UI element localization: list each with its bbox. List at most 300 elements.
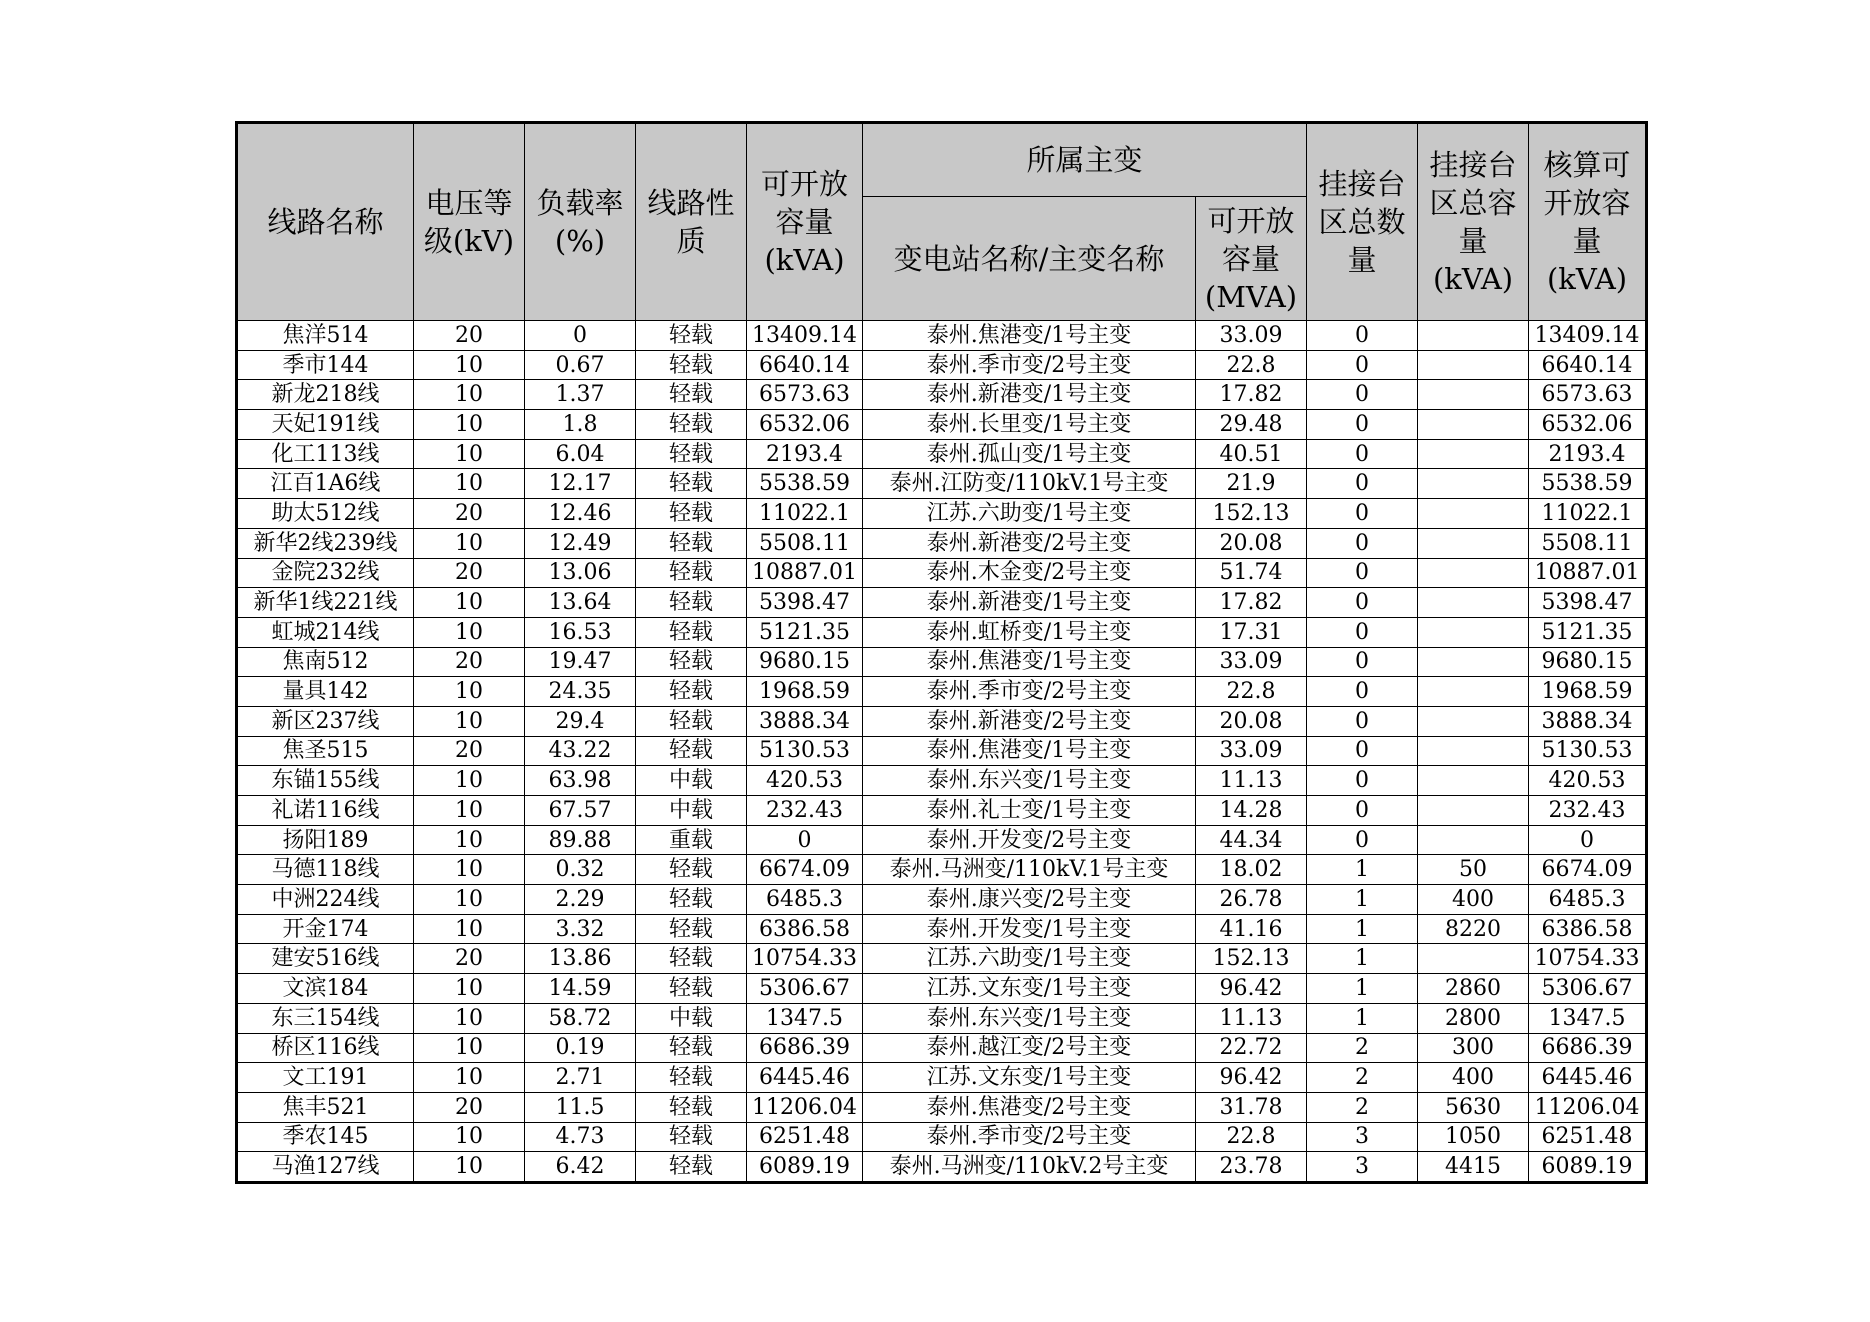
cell-open-capacity: 420.53: [747, 766, 863, 796]
cell-line-name: 化工113线: [237, 439, 414, 469]
cell-open-capacity: 3888.34: [747, 706, 863, 736]
cell-voltage: 10: [414, 855, 525, 885]
cell-station-capacity: [1418, 558, 1529, 588]
cell-line-name: 新华1线221线: [237, 588, 414, 618]
capacity-table: [235, 121, 1648, 1184]
cell-voltage: 10: [414, 350, 525, 380]
header-mt-open-capacity-l3: (MVA): [1204, 279, 1298, 314]
cell-station-count: 0: [1307, 558, 1418, 588]
cell-calc-open-capacity: 10754.33: [1529, 944, 1647, 974]
header-open-capacity-l3: (kVA): [764, 243, 845, 277]
cell-open-capacity: 13409.14: [747, 321, 863, 351]
cell-calc-open-capacity: 5508.11: [1529, 528, 1647, 558]
cell-substation-name: 江苏.六助变/1号主变: [863, 944, 1196, 974]
header-calc-open-capacity-l4: (kVA): [1546, 262, 1628, 296]
cell-open-capacity: 0: [747, 825, 863, 855]
cell-load-rate: 6.04: [525, 439, 636, 469]
cell-open-capacity: 5398.47: [747, 588, 863, 618]
cell-load-rate: 89.88: [525, 825, 636, 855]
cell-substation-name: 泰州.开发变/2号主变: [863, 825, 1196, 855]
cell-load-rate: 67.57: [525, 796, 636, 826]
cell-open-capacity: 5538.59: [747, 469, 863, 499]
cell-calc-open-capacity: 9680.15: [1529, 647, 1647, 677]
cell-station-count: 3: [1307, 1122, 1418, 1152]
table-row: [237, 1152, 1647, 1183]
cell-station-capacity: 4415: [1418, 1152, 1529, 1183]
cell-mt-open-capacity: 44.34: [1196, 825, 1307, 855]
cell-calc-open-capacity: 232.43: [1529, 796, 1647, 826]
cell-mt-open-capacity: 51.74: [1196, 558, 1307, 588]
cell-open-capacity: 6674.09: [747, 855, 863, 885]
cell-station-count: 0: [1307, 528, 1418, 558]
table-row: [237, 1003, 1647, 1033]
cell-line-name: 东三154线: [237, 1003, 414, 1033]
cell-load-rate: 43.22: [525, 736, 636, 766]
cell-station-capacity: 400: [1418, 1063, 1529, 1093]
cell-open-capacity: 11022.1: [747, 499, 863, 529]
cell-station-count: 0: [1307, 766, 1418, 796]
cell-calc-open-capacity: 6686.39: [1529, 1033, 1647, 1063]
cell-voltage: 10: [414, 469, 525, 499]
cell-mt-open-capacity: 14.28: [1196, 796, 1307, 826]
cell-load-rate: 19.47: [525, 647, 636, 677]
cell-line-name: 文工191: [237, 1063, 414, 1093]
cell-station-count: 1: [1307, 944, 1418, 974]
header-nature: [636, 123, 747, 321]
cell-calc-open-capacity: 6674.09: [1529, 855, 1647, 885]
cell-nature: 轻载: [636, 469, 747, 499]
cell-nature: 轻载: [636, 1152, 747, 1183]
cell-open-capacity: 6386.58: [747, 914, 863, 944]
cell-calc-open-capacity: 5398.47: [1529, 588, 1647, 618]
table-row: [237, 1122, 1647, 1152]
cell-voltage: 10: [414, 1122, 525, 1152]
cell-station-capacity: [1418, 350, 1529, 380]
table-body: [237, 321, 1647, 1183]
cell-load-rate: 2.29: [525, 885, 636, 915]
header-mt-open-capacity-l2: 容量: [1222, 241, 1281, 276]
cell-line-name: 助太512线: [237, 499, 414, 529]
cell-mt-open-capacity: 22.8: [1196, 350, 1307, 380]
cell-calc-open-capacity: 2193.4: [1529, 439, 1647, 469]
header-open-capacity-l2: 容量: [775, 205, 834, 239]
header-station-count-l2: 区总数: [1318, 205, 1406, 239]
cell-nature: 轻载: [636, 1063, 747, 1093]
cell-station-count: 0: [1307, 736, 1418, 766]
cell-substation-name: 泰州.马洲变/110kV.1号主变: [863, 855, 1196, 885]
cell-load-rate: 11.5: [525, 1092, 636, 1122]
cell-load-rate: 12.49: [525, 528, 636, 558]
table-row: [237, 944, 1647, 974]
cell-load-rate: 0.67: [525, 350, 636, 380]
cell-calc-open-capacity: 5538.59: [1529, 469, 1647, 499]
cell-voltage: 10: [414, 677, 525, 707]
table-row: [237, 321, 1647, 351]
header-station-count-l1: 挂接台: [1318, 167, 1406, 201]
cell-load-rate: 58.72: [525, 1003, 636, 1033]
cell-calc-open-capacity: 6445.46: [1529, 1063, 1647, 1093]
cell-nature: 轻载: [636, 677, 747, 707]
cell-nature: 轻载: [636, 321, 747, 351]
cell-substation-name: 泰州.东兴变/1号主变: [863, 1003, 1196, 1033]
cell-station-capacity: [1418, 588, 1529, 618]
cell-calc-open-capacity: 1347.5: [1529, 1003, 1647, 1033]
cell-calc-open-capacity: 11022.1: [1529, 499, 1647, 529]
cell-substation-name: 泰州.焦港变/2号主变: [863, 1092, 1196, 1122]
cell-load-rate: 1.37: [525, 380, 636, 410]
cell-calc-open-capacity: 3888.34: [1529, 706, 1647, 736]
cell-nature: 中载: [636, 796, 747, 826]
header-calc-open-capacity-l2: 开放容: [1543, 186, 1631, 220]
cell-calc-open-capacity: 5121.35: [1529, 617, 1647, 647]
header-line-name: 线路名称: [237, 123, 414, 321]
cell-station-count: 1: [1307, 855, 1418, 885]
header-voltage-l2: 级(kV): [423, 224, 515, 258]
cell-mt-open-capacity: 20.08: [1196, 528, 1307, 558]
cell-voltage: 10: [414, 796, 525, 826]
cell-substation-name: 泰州.季市变/2号主变: [863, 350, 1196, 380]
cell-calc-open-capacity: 420.53: [1529, 766, 1647, 796]
cell-line-name: 季农145: [237, 1122, 414, 1152]
cell-voltage: 20: [414, 558, 525, 588]
cell-load-rate: 12.46: [525, 499, 636, 529]
cell-line-name: 中洲224线: [237, 885, 414, 915]
table-row: [237, 974, 1647, 1004]
table-row: [237, 469, 1647, 499]
cell-station-count: 3: [1307, 1152, 1418, 1183]
header-station-capacity: [1418, 123, 1529, 321]
table-row: [237, 439, 1647, 469]
cell-calc-open-capacity: 5130.53: [1529, 736, 1647, 766]
cell-calc-open-capacity: 1968.59: [1529, 677, 1647, 707]
header-calc-open-capacity-l3: 量: [1572, 224, 1602, 258]
cell-load-rate: 13.64: [525, 588, 636, 618]
cell-line-name: 新华2线239线: [237, 528, 414, 558]
cell-station-count: 0: [1307, 647, 1418, 677]
cell-nature: 轻载: [636, 1033, 747, 1063]
header-load-rate: [525, 123, 636, 321]
cell-line-name: 扬阳189: [237, 825, 414, 855]
cell-station-capacity: [1418, 617, 1529, 647]
cell-substation-name: 江苏.文东变/1号主变: [863, 974, 1196, 1004]
table-row: [237, 380, 1647, 410]
header-load-rate-l2: (%): [554, 224, 606, 258]
cell-station-capacity: [1418, 796, 1529, 826]
cell-calc-open-capacity: 6640.14: [1529, 350, 1647, 380]
cell-mt-open-capacity: 20.08: [1196, 706, 1307, 736]
cell-voltage: 20: [414, 1092, 525, 1122]
cell-nature: 轻载: [636, 410, 747, 440]
table-row: [237, 796, 1647, 826]
cell-nature: 中载: [636, 766, 747, 796]
cell-station-count: 1: [1307, 914, 1418, 944]
cell-load-rate: 4.73: [525, 1122, 636, 1152]
cell-open-capacity: 5508.11: [747, 528, 863, 558]
cell-line-name: 虹城214线: [237, 617, 414, 647]
cell-station-capacity: [1418, 736, 1529, 766]
cell-mt-open-capacity: 29.48: [1196, 410, 1307, 440]
cell-substation-name: 泰州.新港变/1号主变: [863, 380, 1196, 410]
header-open-capacity-l1: 可开放: [760, 167, 848, 201]
cell-line-name: 江百1A6线: [237, 469, 414, 499]
cell-station-capacity: [1418, 439, 1529, 469]
cell-line-name: 马渔127线: [237, 1152, 414, 1183]
cell-voltage: 10: [414, 766, 525, 796]
cell-substation-name: 泰州.长里变/1号主变: [863, 410, 1196, 440]
cell-substation-name: 泰州.新港变/2号主变: [863, 706, 1196, 736]
table-row: [237, 706, 1647, 736]
table-row: [237, 499, 1647, 529]
cell-station-count: 1: [1307, 974, 1418, 1004]
cell-line-name: 文滨184: [237, 974, 414, 1004]
cell-station-count: 0: [1307, 617, 1418, 647]
table-row: [237, 350, 1647, 380]
cell-substation-name: 泰州.江防变/110kV.1号主变: [863, 469, 1196, 499]
cell-mt-open-capacity: 41.16: [1196, 914, 1307, 944]
cell-load-rate: 0: [525, 321, 636, 351]
cell-mt-open-capacity: 22.8: [1196, 677, 1307, 707]
cell-station-capacity: 2860: [1418, 974, 1529, 1004]
cell-nature: 轻载: [636, 380, 747, 410]
cell-calc-open-capacity: 6089.19: [1529, 1152, 1647, 1183]
cell-line-name: 新龙218线: [237, 380, 414, 410]
cell-line-name: 天妃191线: [237, 410, 414, 440]
cell-station-capacity: 50: [1418, 855, 1529, 885]
cell-mt-open-capacity: 33.09: [1196, 736, 1307, 766]
cell-mt-open-capacity: 18.02: [1196, 855, 1307, 885]
cell-calc-open-capacity: 5306.67: [1529, 974, 1647, 1004]
cell-station-capacity: [1418, 766, 1529, 796]
cell-nature: 轻载: [636, 647, 747, 677]
table-row: [237, 1063, 1647, 1093]
header-station-count-l3: 量: [1347, 243, 1377, 277]
header-station-capacity-l1: 挂接台: [1429, 148, 1517, 182]
cell-mt-open-capacity: 11.13: [1196, 1003, 1307, 1033]
cell-station-capacity: [1418, 677, 1529, 707]
header-nature-l1: 线路性: [647, 186, 735, 220]
cell-voltage: 20: [414, 647, 525, 677]
cell-calc-open-capacity: 6251.48: [1529, 1122, 1647, 1152]
cell-line-name: 桥区116线: [237, 1033, 414, 1063]
table-row: [237, 914, 1647, 944]
cell-nature: 轻载: [636, 885, 747, 915]
cell-load-rate: 3.32: [525, 914, 636, 944]
cell-substation-name: 江苏.六助变/1号主变: [863, 499, 1196, 529]
cell-mt-open-capacity: 96.42: [1196, 974, 1307, 1004]
cell-calc-open-capacity: 10887.01: [1529, 558, 1647, 588]
table-row: [237, 825, 1647, 855]
cell-station-count: 0: [1307, 321, 1418, 351]
cell-line-name: 礼诺116线: [237, 796, 414, 826]
header-station-capacity-l3: 量: [1458, 224, 1488, 258]
table-row: [237, 736, 1647, 766]
cell-station-capacity: 300: [1418, 1033, 1529, 1063]
cell-calc-open-capacity: 0: [1529, 825, 1647, 855]
cell-station-count: 0: [1307, 796, 1418, 826]
cell-station-count: 0: [1307, 380, 1418, 410]
cell-voltage: 10: [414, 1003, 525, 1033]
cell-open-capacity: 6485.3: [747, 885, 863, 915]
cell-station-count: 0: [1307, 677, 1418, 707]
table-row: [237, 558, 1647, 588]
cell-open-capacity: 6251.48: [747, 1122, 863, 1152]
cell-mt-open-capacity: 26.78: [1196, 885, 1307, 915]
cell-line-name: 量具142: [237, 677, 414, 707]
header-open-capacity: [747, 123, 863, 321]
cell-station-capacity: [1418, 321, 1529, 351]
table-row: [237, 1092, 1647, 1122]
cell-substation-name: 泰州.马洲变/110kV.2号主变: [863, 1152, 1196, 1183]
cell-mt-open-capacity: 152.13: [1196, 499, 1307, 529]
header-mt-open-capacity-l1: 可开放: [1207, 203, 1295, 238]
header-calc-open-capacity-l1: 核算可: [1543, 148, 1631, 182]
cell-station-count: 0: [1307, 825, 1418, 855]
table-row: [237, 855, 1647, 885]
cell-load-rate: 0.32: [525, 855, 636, 885]
cell-nature: 重载: [636, 825, 747, 855]
cell-substation-name: 泰州.礼士变/1号主变: [863, 796, 1196, 826]
table-row: [237, 766, 1647, 796]
cell-voltage: 10: [414, 914, 525, 944]
cell-open-capacity: 1968.59: [747, 677, 863, 707]
cell-substation-name: 泰州.焦港变/1号主变: [863, 736, 1196, 766]
cell-substation-name: 泰州.季市变/2号主变: [863, 677, 1196, 707]
cell-mt-open-capacity: 33.09: [1196, 647, 1307, 677]
cell-station-count: 0: [1307, 410, 1418, 440]
cell-load-rate: 16.53: [525, 617, 636, 647]
cell-load-rate: 2.71: [525, 1063, 636, 1093]
cell-station-capacity: [1418, 380, 1529, 410]
cell-open-capacity: 11206.04: [747, 1092, 863, 1122]
cell-mt-open-capacity: 33.09: [1196, 321, 1307, 351]
cell-substation-name: 泰州.焦港变/1号主变: [863, 321, 1196, 351]
cell-voltage: 10: [414, 588, 525, 618]
cell-line-name: 建安516线: [237, 944, 414, 974]
cell-open-capacity: 6686.39: [747, 1033, 863, 1063]
cell-calc-open-capacity: 6532.06: [1529, 410, 1647, 440]
header-load-rate-l1: 负载率: [536, 186, 624, 220]
cell-open-capacity: 6445.46: [747, 1063, 863, 1093]
cell-load-rate: 63.98: [525, 766, 636, 796]
header-main-transformer: 所属主变: [863, 123, 1307, 197]
cell-nature: 轻载: [636, 439, 747, 469]
cell-line-name: 金院232线: [237, 558, 414, 588]
cell-substation-name: 泰州.虹桥变/1号主变: [863, 617, 1196, 647]
cell-load-rate: 14.59: [525, 974, 636, 1004]
cell-station-capacity: [1418, 647, 1529, 677]
header-voltage: [414, 123, 525, 321]
cell-calc-open-capacity: 6485.3: [1529, 885, 1647, 915]
cell-mt-open-capacity: 96.42: [1196, 1063, 1307, 1093]
cell-nature: 轻载: [636, 528, 747, 558]
cell-nature: 轻载: [636, 1092, 747, 1122]
cell-open-capacity: 6640.14: [747, 350, 863, 380]
cell-substation-name: 泰州.开发变/1号主变: [863, 914, 1196, 944]
cell-mt-open-capacity: 17.82: [1196, 380, 1307, 410]
cell-station-capacity: 5630: [1418, 1092, 1529, 1122]
cell-substation-name: 泰州.越江变/2号主变: [863, 1033, 1196, 1063]
cell-voltage: 20: [414, 499, 525, 529]
cell-station-capacity: 400: [1418, 885, 1529, 915]
cell-station-count: 2: [1307, 1092, 1418, 1122]
header-nature-l2: 质: [676, 224, 706, 258]
cell-station-capacity: [1418, 944, 1529, 974]
cell-voltage: 10: [414, 439, 525, 469]
cell-line-name: 东锚155线: [237, 766, 414, 796]
cell-mt-open-capacity: 40.51: [1196, 439, 1307, 469]
cell-line-name: 焦南512: [237, 647, 414, 677]
cell-line-name: 马德118线: [237, 855, 414, 885]
cell-substation-name: 泰州.新港变/1号主变: [863, 588, 1196, 618]
cell-station-count: 0: [1307, 469, 1418, 499]
cell-open-capacity: 6573.63: [747, 380, 863, 410]
cell-voltage: 10: [414, 825, 525, 855]
header-station-capacity-l2: 区总容: [1429, 186, 1517, 220]
cell-load-rate: 29.4: [525, 706, 636, 736]
cell-open-capacity: 5130.53: [747, 736, 863, 766]
cell-nature: 轻载: [636, 914, 747, 944]
cell-voltage: 10: [414, 528, 525, 558]
cell-station-count: 2: [1307, 1063, 1418, 1093]
cell-voltage: 20: [414, 736, 525, 766]
cell-mt-open-capacity: 31.78: [1196, 1092, 1307, 1122]
cell-calc-open-capacity: 13409.14: [1529, 321, 1647, 351]
table-row: [237, 528, 1647, 558]
cell-voltage: 10: [414, 617, 525, 647]
cell-station-count: 0: [1307, 588, 1418, 618]
cell-station-capacity: [1418, 528, 1529, 558]
cell-nature: 轻载: [636, 706, 747, 736]
cell-station-capacity: [1418, 825, 1529, 855]
cell-station-count: 2: [1307, 1033, 1418, 1063]
cell-load-rate: 13.06: [525, 558, 636, 588]
cell-open-capacity: 1347.5: [747, 1003, 863, 1033]
cell-voltage: 10: [414, 974, 525, 1004]
header-station-capacity-l4: (kVA): [1432, 262, 1514, 296]
table-row: [237, 885, 1647, 915]
cell-nature: 轻载: [636, 499, 747, 529]
cell-nature: 轻载: [636, 736, 747, 766]
cell-voltage: 10: [414, 380, 525, 410]
table-row: [237, 617, 1647, 647]
cell-mt-open-capacity: 21.9: [1196, 469, 1307, 499]
table-row: [237, 647, 1647, 677]
cell-station-count: 1: [1307, 885, 1418, 915]
cell-nature: 轻载: [636, 588, 747, 618]
cell-open-capacity: 6532.06: [747, 410, 863, 440]
cell-open-capacity: 10754.33: [747, 944, 863, 974]
header-mt-open-capacity: [1196, 197, 1307, 321]
cell-load-rate: 0.19: [525, 1033, 636, 1063]
cell-station-count: 0: [1307, 439, 1418, 469]
cell-nature: 轻载: [636, 558, 747, 588]
cell-substation-name: 泰州.木金变/2号主变: [863, 558, 1196, 588]
cell-station-count: 0: [1307, 706, 1418, 736]
cell-voltage: 10: [414, 706, 525, 736]
cell-open-capacity: 10887.01: [747, 558, 863, 588]
cell-mt-open-capacity: 17.82: [1196, 588, 1307, 618]
cell-nature: 轻载: [636, 1122, 747, 1152]
cell-voltage: 10: [414, 885, 525, 915]
cell-load-rate: 12.17: [525, 469, 636, 499]
table-row: [237, 677, 1647, 707]
cell-station-capacity: [1418, 410, 1529, 440]
cell-station-capacity: [1418, 499, 1529, 529]
cell-nature: 轻载: [636, 855, 747, 885]
cell-substation-name: 泰州.焦港变/1号主变: [863, 647, 1196, 677]
cell-voltage: 10: [414, 1152, 525, 1183]
cell-open-capacity: 5121.35: [747, 617, 863, 647]
